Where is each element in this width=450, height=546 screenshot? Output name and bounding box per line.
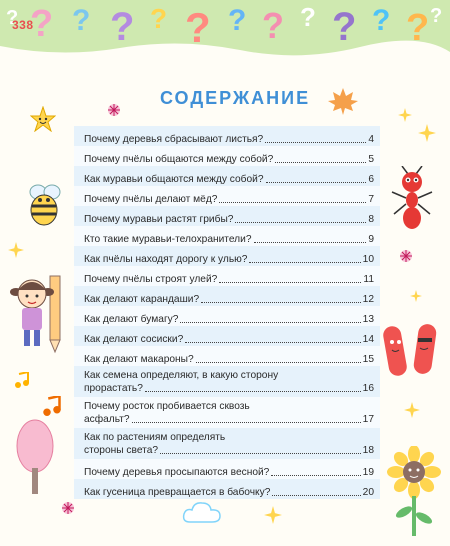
toc-entry-page: 15 — [362, 354, 374, 365]
svg-text:?: ? — [150, 3, 168, 34]
music-note-icon — [42, 396, 62, 416]
toc-entry-title: Почему пчёлы делают мёд? — [84, 194, 218, 205]
svg-text:?: ? — [228, 4, 247, 37]
dot-leader — [271, 475, 360, 476]
toc-entry-page: 16 — [362, 383, 374, 394]
toc-entry-page: 17 — [362, 414, 374, 425]
toc-entry[interactable] — [74, 479, 380, 499]
table-of-contents — [74, 126, 380, 499]
svg-text:?: ? — [185, 4, 211, 51]
toc-entry[interactable] — [74, 306, 380, 326]
sparkle-icon — [404, 402, 420, 418]
toc-entry-page: 13 — [362, 314, 374, 325]
pink-sparkle-icon — [106, 102, 122, 118]
svg-text:?: ? — [262, 5, 284, 46]
toc-entry-page: 19 — [362, 467, 374, 478]
svg-text:?: ? — [300, 2, 316, 32]
toc-entry-page: 4 — [368, 134, 374, 145]
toc-entry[interactable] — [74, 428, 380, 459]
toc-entry-title: Почему пчёлы общаются между собой? — [84, 154, 274, 165]
toc-entry-title-line2: асфальт? — [84, 414, 130, 425]
svg-text:?: ? — [6, 7, 19, 29]
maple-leaf-icon — [326, 86, 360, 116]
toc-entry-title-line1: Как по растениям определять — [84, 432, 226, 443]
sausages-icon — [380, 320, 442, 378]
dot-leader — [185, 342, 360, 343]
toc-entry[interactable] — [74, 346, 380, 366]
svg-text:?: ? — [332, 5, 357, 49]
svg-text:?: ? — [110, 5, 135, 49]
dot-leader — [180, 322, 360, 323]
toc-entry[interactable] — [74, 266, 380, 286]
pink-sparkle-icon — [398, 248, 414, 264]
toc-entry-title: Как делают карандаши? — [84, 294, 200, 305]
toc-entry-page: 7 — [368, 194, 374, 205]
sunflower-icon — [384, 446, 444, 538]
toc-entry[interactable] — [74, 226, 380, 246]
toc-entry-title: Кто такие муравьи-телохранители? — [84, 234, 252, 245]
dot-leader — [275, 162, 366, 163]
dot-leader — [266, 182, 367, 183]
toc-entry[interactable] — [74, 366, 380, 397]
bee-icon — [22, 182, 66, 230]
toc-entry-title-line2: прорастать? — [84, 383, 143, 394]
svg-text:?: ? — [72, 4, 91, 37]
toc-entry-title-line1: Как семена определяют, в какую сторону — [84, 370, 279, 381]
dot-leader — [254, 242, 367, 243]
svg-text:?: ? — [372, 4, 391, 37]
toc-entry-title: Как делают сосиски? — [84, 334, 184, 345]
toc-entry-title: Как делают бумагу? — [84, 314, 179, 325]
dot-leader — [145, 391, 361, 392]
dot-leader — [235, 222, 366, 223]
toc-entry-page: 20 — [362, 487, 374, 498]
toc-entry[interactable] — [74, 146, 380, 166]
sparkle-icon — [8, 242, 24, 258]
toc-entry-page: 6 — [368, 174, 374, 185]
toc-entry[interactable] — [74, 326, 380, 346]
page-number: 338 — [12, 18, 34, 32]
dot-leader — [219, 282, 361, 283]
toc-entry[interactable] — [74, 126, 380, 146]
toc-entry-title-line1: Почему росток пробивается сквозь — [84, 401, 250, 412]
toc-entry-title: Почему пчёлы строят улей? — [84, 274, 218, 285]
toc-entry-title: Как делают макароны? — [84, 354, 194, 365]
toc-entry-title-line2: стороны света? — [84, 445, 159, 456]
toc-entry-page: 14 — [362, 334, 374, 345]
sparkle-icon — [410, 290, 422, 302]
sparkle-icon — [264, 506, 282, 524]
sparkle-icon — [418, 124, 436, 142]
toc-entry-title: Почему деревья просыпаются весной? — [84, 467, 270, 478]
music-note-icon — [14, 372, 30, 388]
toc-entry-title: Как гусеница превращается в бабочку? — [84, 487, 271, 498]
toc-entry-title: Как пчёлы находят дорогу к улью? — [84, 254, 248, 265]
cloud-icon — [182, 500, 222, 526]
ant-icon — [384, 166, 440, 232]
toc-entry-page: 18 — [362, 445, 374, 456]
dot-leader — [249, 262, 360, 263]
toc-entry[interactable] — [74, 246, 380, 266]
smiling-star-icon — [30, 106, 56, 132]
toc-entry[interactable] — [74, 459, 380, 479]
sparkle-icon — [398, 108, 412, 122]
girl-with-pencil-illustration — [6, 270, 68, 356]
page-title: СОДЕРЖАНИЕ — [160, 88, 311, 108]
toc-entry-title: Почему деревья сбрасывают листья? — [84, 134, 264, 145]
toc-entry-page: 5 — [368, 154, 374, 165]
dot-leader — [160, 453, 361, 454]
pink-sparkle-icon — [60, 500, 76, 516]
dot-leader — [265, 142, 366, 143]
toc-entry-page: 12 — [362, 294, 374, 305]
toc-entry-title: Почему муравьи растят грибы? — [84, 214, 234, 225]
toc-entry-page: 8 — [368, 214, 374, 225]
toc-entry[interactable] — [74, 206, 380, 226]
toc-entry-page: 9 — [368, 234, 374, 245]
pink-tree-icon — [14, 418, 56, 496]
dot-leader — [201, 302, 361, 303]
toc-entry[interactable] — [74, 397, 380, 428]
toc-entry[interactable] — [74, 286, 380, 306]
toc-entry[interactable] — [74, 166, 380, 186]
toc-entry-title: Как муравьи общаются между собой? — [84, 174, 264, 185]
dot-leader — [196, 362, 361, 363]
dot-leader — [272, 495, 360, 496]
toc-entry-page: 10 — [362, 254, 374, 265]
svg-text:?: ? — [406, 7, 430, 49]
toc-entry-page: 11 — [363, 274, 374, 285]
svg-text:?: ? — [30, 3, 54, 45]
dot-leader — [219, 202, 366, 203]
toc-entry[interactable] — [74, 186, 380, 206]
dot-leader — [132, 422, 361, 423]
question-mark-banner — [0, 0, 450, 62]
svg-text:?: ? — [430, 5, 443, 27]
